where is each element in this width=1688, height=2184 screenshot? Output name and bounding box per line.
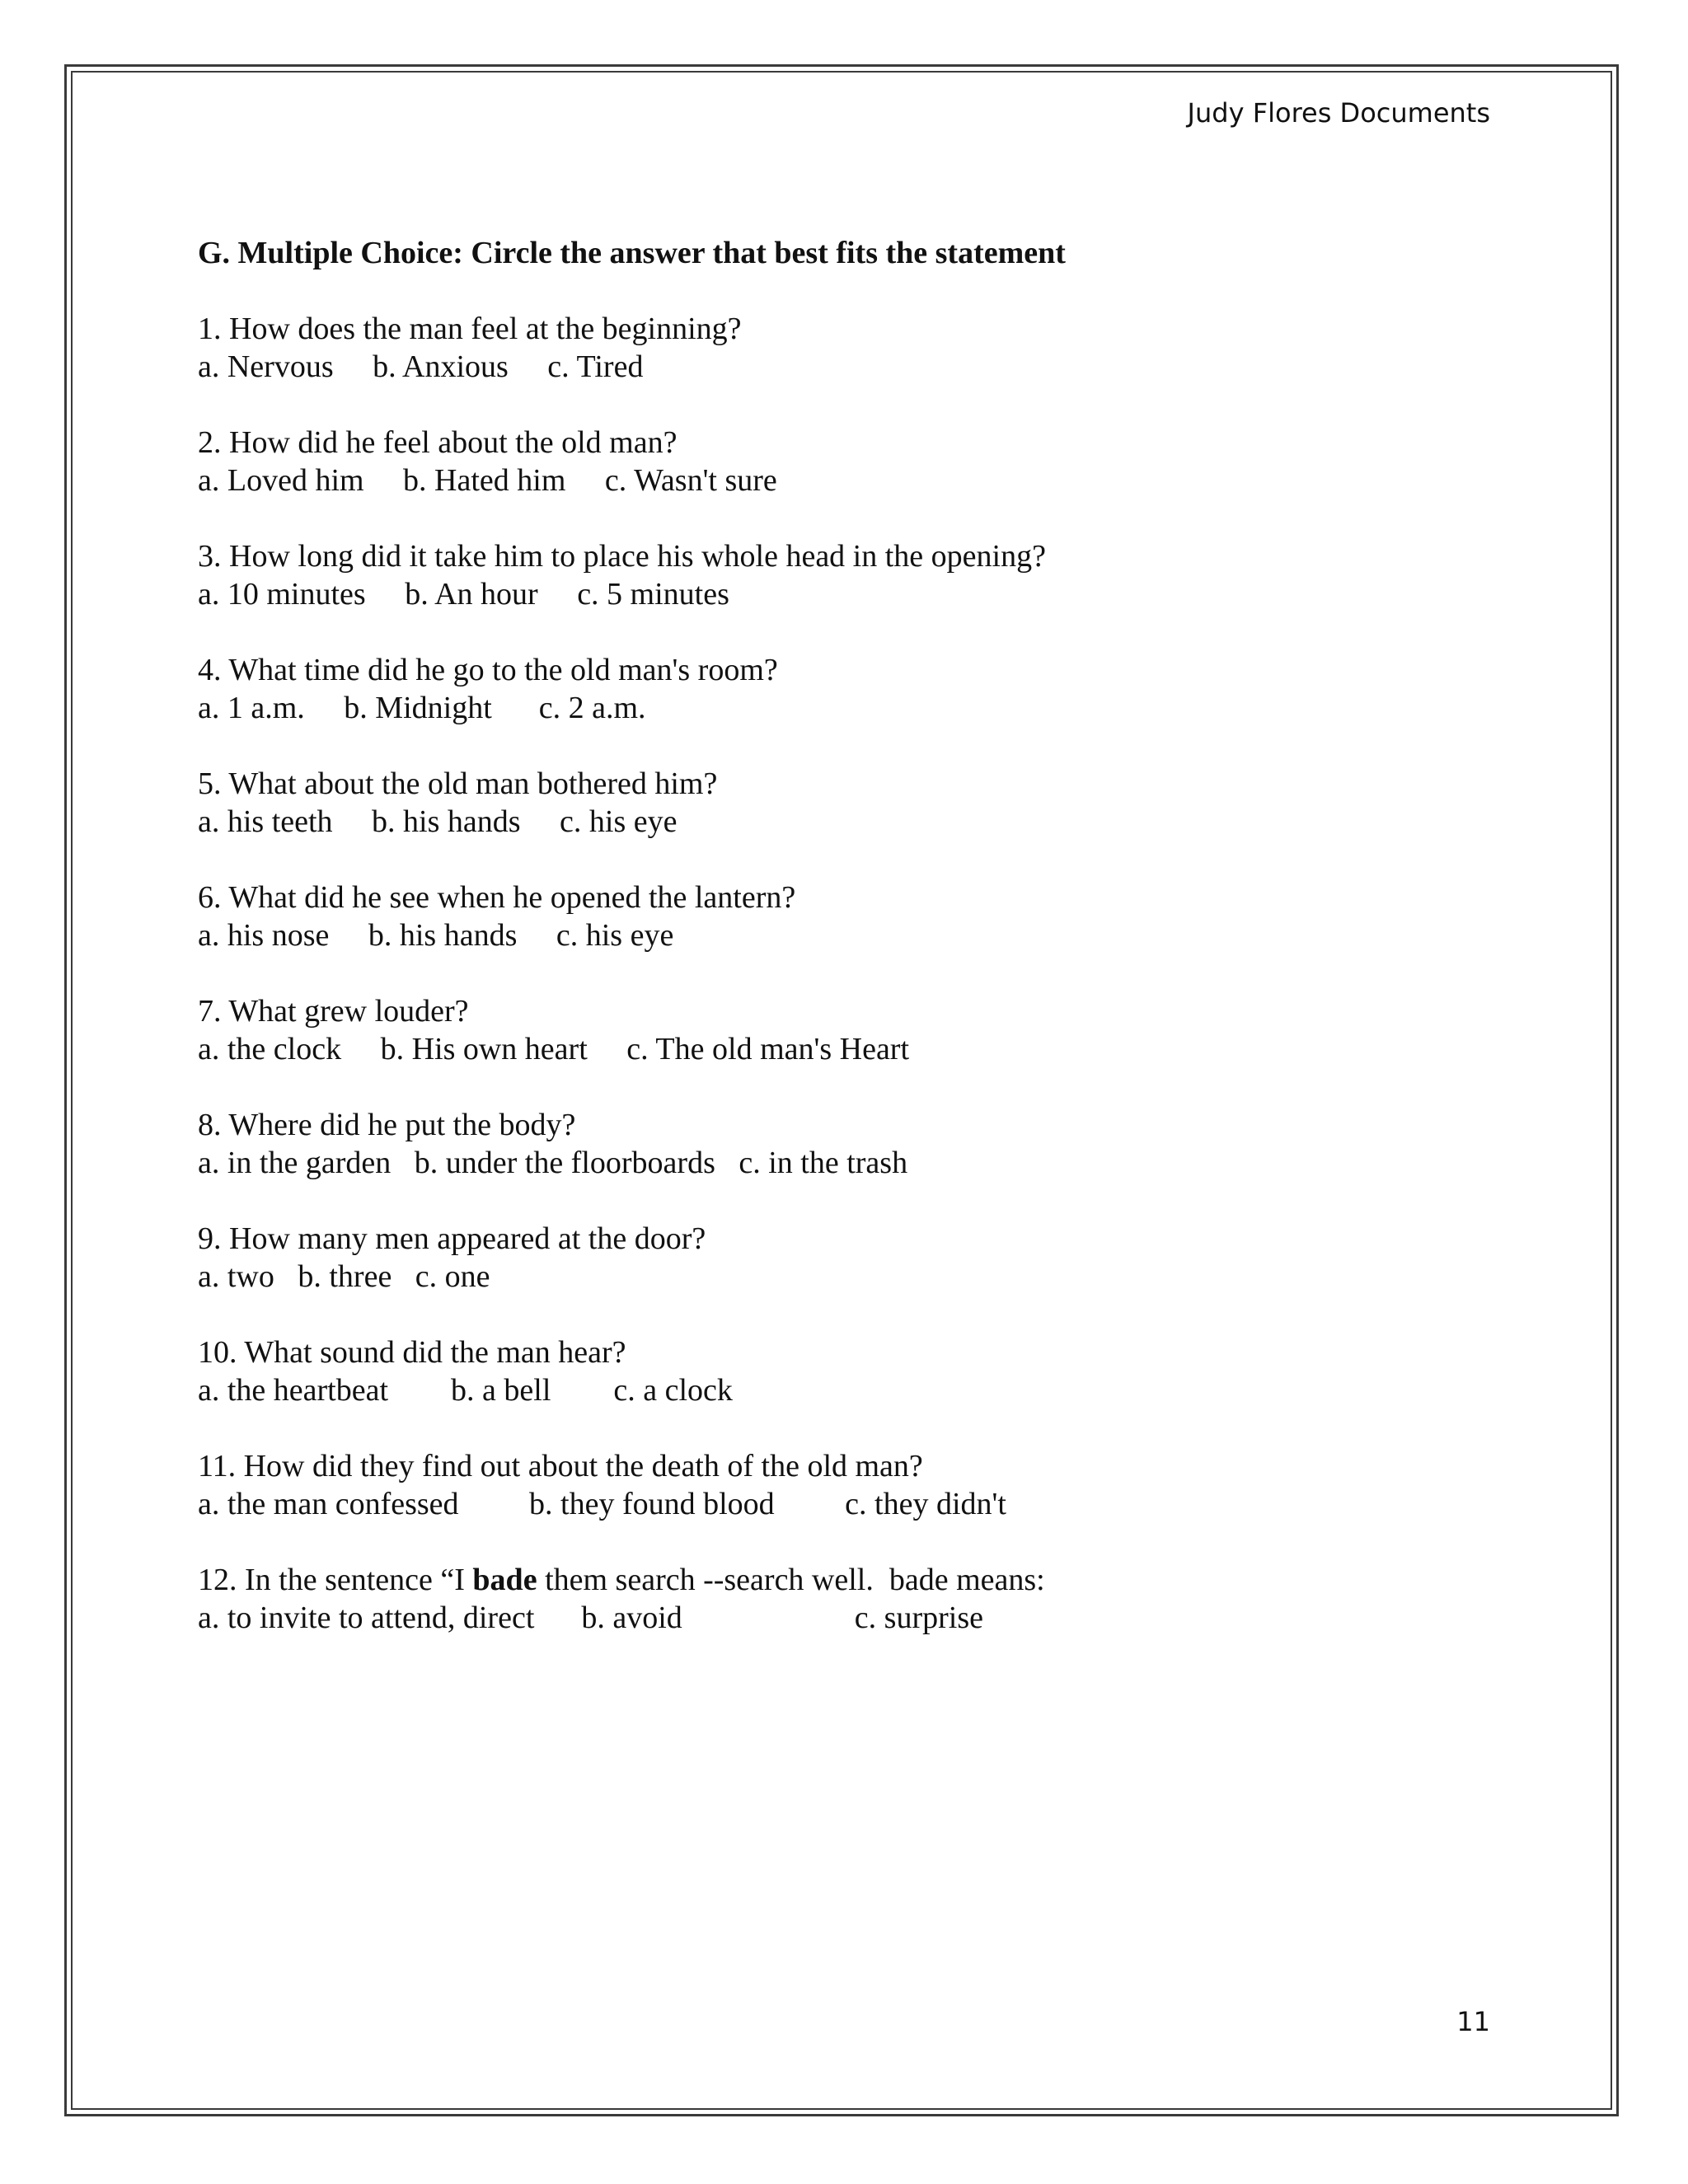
question-options: a. his teeth b. his hands c. his eye [198, 804, 678, 839]
question-text: 3. How long did it take him to place his whole head in the opening? [198, 539, 1046, 574]
question-12-text-before: 12. In the sentence “I [198, 1563, 473, 1597]
question-options: a. the man confessed b. they found blood c. they didn't [198, 1487, 1006, 1521]
question-12-text-after: them search --search well. bade means: [537, 1563, 1045, 1597]
question-text: 4. What time did he go to the old man's room? [198, 653, 778, 687]
question-options: a. his nose b. his hands c. his eye [198, 918, 674, 953]
question-options: a. 1 a.m. b. Midnight c. 2 a.m. [198, 691, 646, 725]
question-text: 6. What did he see when he opened the lantern? [198, 880, 796, 915]
question-text: 7. What grew louder? [198, 994, 469, 1029]
question-block [198, 879, 1484, 954]
question-list [198, 310, 1484, 1523]
question-options: a. Loved him b. Hated him c. Wasn't sure [198, 463, 777, 498]
question-12-bold-word: bade [472, 1563, 537, 1597]
question-block [198, 1106, 1484, 1182]
question-text: 8. Where did he put the body? [198, 1108, 576, 1142]
question-options-12: a. to invite to attend, direct b. avoid c. surprise [198, 1601, 983, 1635]
question-options: a. 10 minutes b. An hour c. 5 minutes [198, 577, 729, 612]
question-text-12 [198, 1561, 1484, 1599]
question-block [198, 1447, 1484, 1523]
question-block-12 [198, 1561, 1484, 1637]
question-text: 9. How many men appeared at the door? [198, 1221, 706, 1256]
question-text: 1. How does the man feel at the beginning? [198, 312, 742, 346]
question-options: a. the clock b. His own heart c. The old man's Heart [198, 1032, 910, 1066]
question-block [198, 651, 1484, 727]
worksheet-content [198, 234, 1484, 1675]
question-text: 11. How did they find out about the death of the old man? [198, 1449, 923, 1483]
question-text: 2. How did he feel about the old man? [198, 425, 678, 460]
question-block [198, 1333, 1484, 1409]
question-text: 5. What about the old man bothered him? [198, 766, 718, 801]
question-text: 10. What sound did the man hear? [198, 1335, 626, 1370]
page-number: 11 [1456, 2006, 1490, 2037]
document-header: Judy Flores Documents [1187, 97, 1490, 129]
question-block [198, 537, 1484, 613]
question-options: a. Nervous b. Anxious c. Tired [198, 349, 644, 384]
question-options: a. two b. three c. one [198, 1259, 490, 1294]
question-options: a. the heartbeat b. a bell c. a clock [198, 1373, 733, 1408]
question-block [198, 765, 1484, 841]
question-block [198, 424, 1484, 499]
question-options: a. in the garden b. under the floorboards c. in the trash [198, 1146, 908, 1180]
question-block [198, 1220, 1484, 1296]
question-block [198, 310, 1484, 386]
question-block [198, 992, 1484, 1068]
section-title: G. Multiple Choice: Circle the answer that best fits the statement [198, 236, 1066, 270]
